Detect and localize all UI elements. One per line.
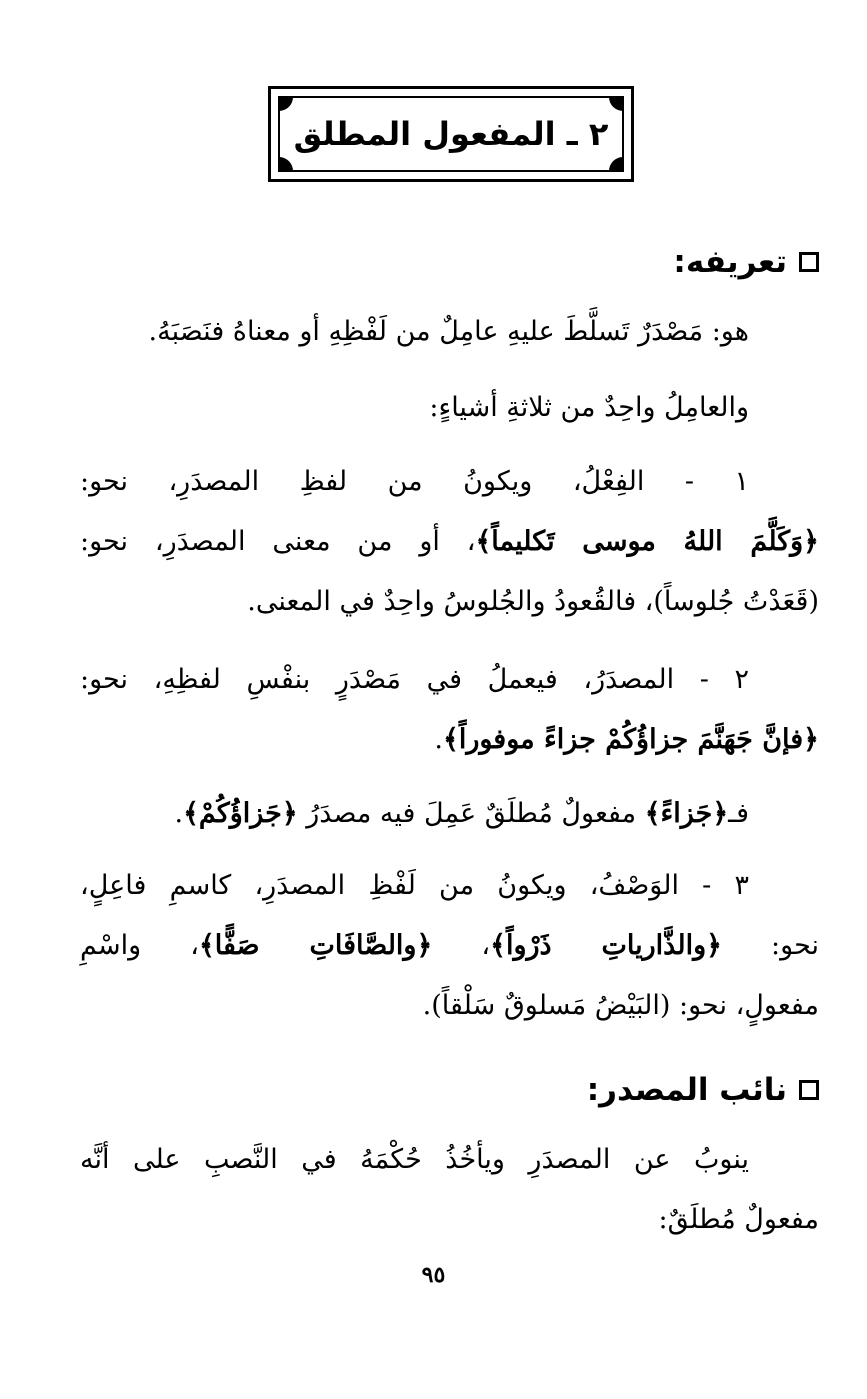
note-middle: مفعولٌ مُطلَقٌ عَمِلَ فيه مصدَرُ: [297, 798, 645, 829]
item2-note: [80, 794, 749, 834]
quran-quote: ﴿والذَّارياتِ ذَرْواً﴾: [490, 930, 722, 961]
quran-quote: ﴿جَزاءً﴾: [644, 798, 729, 829]
item1-line1: ١ - الفِعْلُ، ويكونُ من لفظِ المصدَرِ، نحو:: [80, 466, 749, 497]
section-heading-definition: [673, 244, 819, 280]
item2-line2: [80, 720, 819, 760]
note-end: .: [174, 798, 184, 829]
item3-line2-prefix: نحو:: [721, 930, 820, 961]
substitute-line2: مفعولٌ مُطلَقٌ:: [658, 1204, 819, 1235]
section-heading-text: نائب المصدر:: [586, 1072, 787, 1108]
frame-corner-ornament: [279, 97, 293, 111]
item2-quote-end: .: [434, 724, 443, 755]
quran-quote: ﴿فإنَّ جَهَنَّمَ جزاؤُكُمْ جزاءً موفوراً﴾: [443, 724, 819, 755]
square-bullet-icon: [799, 1080, 819, 1100]
item3-line1: ٣ - الوَصْفُ، ويكونُ من لَفْظِ المصدَرِ، كاسمِ فاعِلٍ،: [80, 870, 749, 901]
title-inner-border: [278, 96, 624, 172]
quran-quote: ﴿وَكَلَّمَ اللهُ موسى تَكليماً﴾: [475, 526, 819, 557]
frame-corner-ornament: [609, 157, 623, 171]
substitute-line1: ينوبُ عن المصدَرِ ويأخُذُ حُكْمَهُ في النَّصبِ على أنَّه: [80, 1144, 749, 1175]
item3-line2-end: ، واسْمِ: [80, 930, 199, 961]
chapter-title: ٢ ـ المفعول المطلق: [293, 115, 609, 153]
intro-text: والعامِلُ واحِدٌ من ثلاثةِ أشياءٍ:: [429, 392, 749, 423]
item1-line3: (قَعَدْتُ جُلوساً)، فالقُعودُ والجُلوسُ واحِدٌ في المعنى.: [247, 586, 819, 617]
note-prefix: فـ: [728, 798, 749, 829]
section-heading-text: تعريفه:: [673, 244, 787, 280]
section-heading-substitute: [587, 1072, 819, 1108]
item1-line2-rest: ، أو من معنى المصدَرِ، نحو:: [80, 526, 476, 557]
quran-quote: ﴿والصَّافَاتِ صَفًّا﴾: [198, 930, 433, 961]
frame-corner-ornament: [279, 157, 293, 171]
title-frame: [268, 86, 634, 182]
quran-quote: ﴿جَزاؤُكُمْ﴾: [183, 798, 298, 829]
item3-line3: مفعولٍ، نحو: (البَيْضُ مَسلوقٌ سَلْقاً).: [422, 990, 819, 1021]
page-number: ٩٥: [421, 1262, 446, 1288]
frame-corner-ornament: [609, 97, 623, 111]
item1-line2: [80, 522, 819, 562]
item2-line1: ٢ - المصدَرُ، فيعملُ في مَصْدَرٍ بنفْسِ لفظِهِ، نحو:: [80, 664, 749, 695]
definition-text: هو: مَصْدَرٌ تَسلَّطَ عليهِ عامِلٌ من لَفْظِهِ أو معناهُ فنَصَبَهُ.: [148, 316, 749, 347]
item3-line2: [80, 926, 819, 966]
square-bullet-icon: [799, 252, 819, 272]
item3-separator: ،: [432, 930, 491, 961]
